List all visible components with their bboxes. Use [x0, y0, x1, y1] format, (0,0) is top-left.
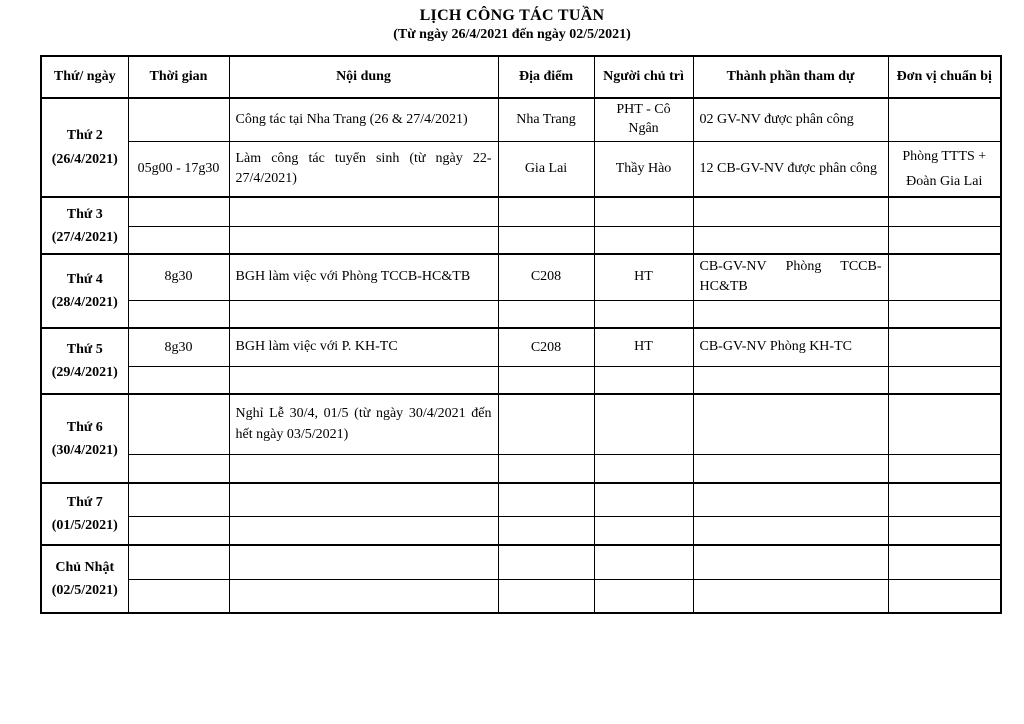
prep-cell — [888, 254, 1001, 300]
table-row — [41, 300, 1001, 328]
day-cell-sunday — [41, 545, 128, 613]
table-row — [41, 579, 1001, 613]
participants-cell — [693, 300, 888, 328]
table-row — [41, 254, 1001, 300]
participants-cell — [693, 394, 888, 454]
day-name: Thứ 7 — [66, 495, 103, 511]
location-cell — [498, 454, 594, 483]
time-cell: 05g00 - 17g30 — [128, 141, 229, 197]
prep-cell — [888, 579, 1001, 613]
content-cell — [229, 516, 498, 545]
day-cell-friday — [41, 394, 128, 483]
location-cell — [498, 197, 594, 226]
header-row — [41, 56, 1001, 98]
time-cell — [128, 545, 229, 579]
prep-cell — [888, 300, 1001, 328]
column-header-location: Địa điểm — [498, 56, 594, 98]
chair-cell — [594, 483, 693, 516]
content-cell — [229, 366, 498, 394]
table-row — [41, 516, 1001, 545]
table-row — [41, 545, 1001, 579]
prep-cell — [888, 328, 1001, 366]
column-header-content: Nội dung — [229, 56, 498, 98]
table-row — [41, 197, 1001, 226]
table-row — [41, 454, 1001, 483]
day-date: (01/5/2021) — [51, 518, 118, 534]
time-cell: 8g30 — [128, 328, 229, 366]
chair-cell — [594, 394, 693, 454]
location-cell — [498, 366, 594, 394]
chair-cell — [594, 197, 693, 226]
location-cell — [498, 545, 594, 579]
day-name: Thứ 4 — [66, 272, 103, 288]
content-cell — [229, 579, 498, 613]
chair-cell: HT — [594, 328, 693, 366]
participants-cell: CB-GV-NV Phòng TCCB-HC&TB — [693, 254, 888, 300]
time-cell — [128, 366, 229, 394]
day-name: Thứ 2 — [66, 128, 103, 144]
prep-cell — [888, 98, 1001, 141]
day-cell-thursday — [41, 328, 128, 394]
participants-cell — [693, 197, 888, 226]
table-row — [41, 483, 1001, 516]
time-cell: 8g30 — [128, 254, 229, 300]
day-cell-saturday — [41, 483, 128, 545]
location-cell — [498, 579, 594, 613]
participants-cell: 12 CB-GV-NV được phân công — [693, 141, 888, 197]
title-block — [0, 0, 1024, 43]
location-cell — [498, 516, 594, 545]
content-cell — [229, 226, 498, 254]
participants-cell — [693, 516, 888, 545]
content-cell: Công tác tại Nha Trang (26 & 27/4/2021) — [229, 98, 498, 141]
day-date: (28/4/2021) — [51, 295, 118, 311]
prep-cell: Phòng TTTS + Đoàn Gia Lai — [888, 141, 1001, 197]
chair-cell — [594, 300, 693, 328]
table-row — [41, 141, 1001, 197]
page-title: LỊCH CÔNG TÁC TUẦN — [419, 7, 605, 24]
day-name: Thứ 5 — [66, 342, 103, 358]
time-cell — [128, 394, 229, 454]
participants-cell — [693, 226, 888, 254]
chair-cell — [594, 545, 693, 579]
chair-cell — [594, 366, 693, 394]
participants-cell — [693, 366, 888, 394]
location-cell: Nha Trang — [498, 98, 594, 141]
participants-cell — [693, 483, 888, 516]
participants-cell — [693, 545, 888, 579]
time-cell — [128, 516, 229, 545]
page-subtitle: (Từ ngày 26/4/2021 đến ngày 02/5/2021) — [393, 27, 631, 42]
content-cell — [229, 545, 498, 579]
time-cell — [128, 579, 229, 613]
day-cell-tuesday — [41, 197, 128, 254]
column-header-chair: Người chủ trì — [594, 56, 693, 98]
column-header-time: Thời gian — [128, 56, 229, 98]
column-header-prep: Đơn vị chuẩn bị — [888, 56, 1001, 98]
content-cell — [229, 197, 498, 226]
location-cell — [498, 226, 594, 254]
chair-cell: HT — [594, 254, 693, 300]
content-cell — [229, 300, 498, 328]
day-name: Chủ Nhật — [55, 560, 115, 576]
content-cell — [229, 483, 498, 516]
day-date: (27/4/2021) — [51, 229, 118, 245]
day-name: Thứ 6 — [66, 419, 103, 435]
content-cell — [229, 454, 498, 483]
location-cell — [498, 394, 594, 454]
day-date: (26/4/2021) — [51, 151, 118, 167]
chair-cell — [594, 579, 693, 613]
time-cell — [128, 483, 229, 516]
prep-cell — [888, 516, 1001, 545]
table-row — [41, 226, 1001, 254]
location-cell — [498, 483, 594, 516]
weekly-schedule-table — [40, 55, 1002, 614]
time-cell — [128, 98, 229, 141]
location-cell — [498, 300, 594, 328]
table-row — [41, 366, 1001, 394]
chair-cell — [594, 454, 693, 483]
prep-cell — [888, 366, 1001, 394]
column-header-participants: Thành phần tham dự — [693, 56, 888, 98]
column-header-day: Thứ/ ngày — [41, 56, 128, 98]
prep-cell — [888, 197, 1001, 226]
chair-cell: Thầy Hào — [594, 141, 693, 197]
time-cell — [128, 300, 229, 328]
chair-cell: PHT - Cô Ngân — [594, 98, 693, 141]
content-cell: BGH làm việc với Phòng TCCB-HC&TB — [229, 254, 498, 300]
table-row — [41, 98, 1001, 141]
day-date: (30/4/2021) — [51, 442, 118, 458]
prep-cell — [888, 226, 1001, 254]
day-cell-monday — [41, 98, 128, 197]
time-cell — [128, 226, 229, 254]
prep-cell — [888, 454, 1001, 483]
content-cell: Làm công tác tuyển sinh (từ ngày 22-27/4/2021) — [229, 141, 498, 197]
participants-cell: 02 GV-NV được phân công — [693, 98, 888, 141]
time-cell — [128, 454, 229, 483]
chair-cell — [594, 516, 693, 545]
participants-cell — [693, 454, 888, 483]
content-cell: Nghỉ Lễ 30/4, 01/5 (từ ngày 30/4/2021 đến hết ngày 03/5/2021) — [229, 394, 498, 454]
day-date: (29/4/2021) — [51, 365, 118, 381]
content-cell: BGH làm việc với P. KH-TC — [229, 328, 498, 366]
location-cell: C208 — [498, 328, 594, 366]
day-name: Thứ 3 — [66, 206, 103, 222]
day-date: (02/5/2021) — [51, 583, 118, 599]
participants-cell: CB-GV-NV Phòng KH-TC — [693, 328, 888, 366]
table-row — [41, 328, 1001, 366]
time-cell — [128, 197, 229, 226]
prep-cell — [888, 394, 1001, 454]
chair-cell — [594, 226, 693, 254]
table-row — [41, 394, 1001, 454]
day-cell-wednesday — [41, 254, 128, 328]
prep-cell — [888, 483, 1001, 516]
location-cell: Gia Lai — [498, 141, 594, 197]
location-cell: C208 — [498, 254, 594, 300]
participants-cell — [693, 579, 888, 613]
prep-cell — [888, 545, 1001, 579]
